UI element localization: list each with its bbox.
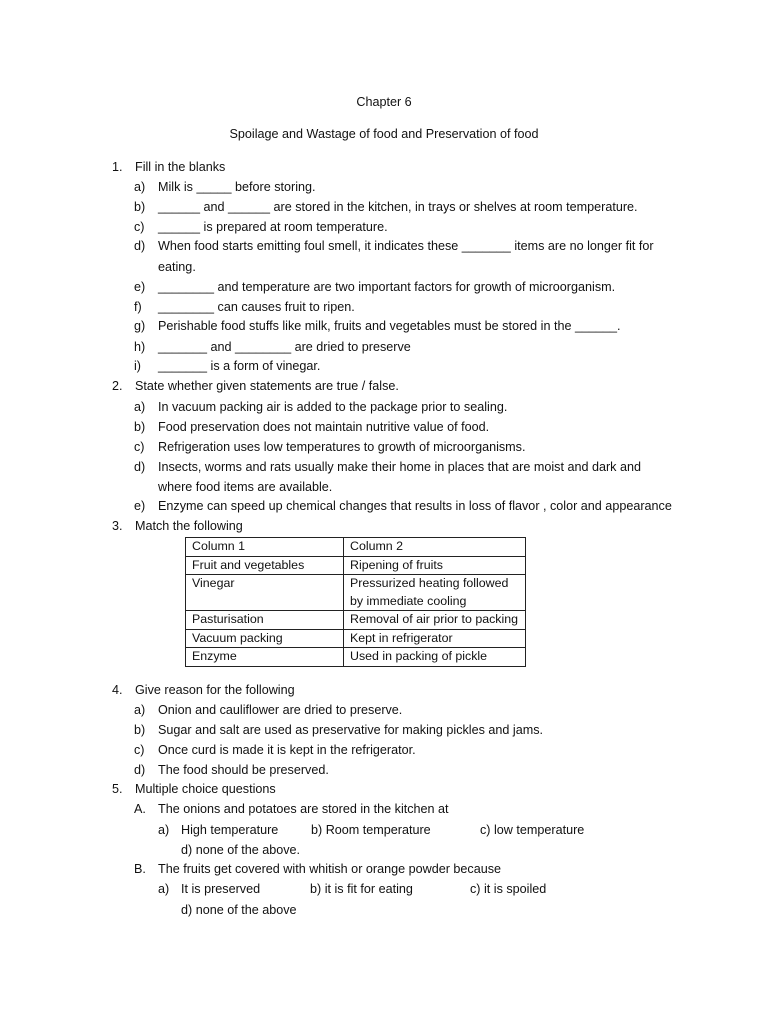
table-cell: Kept in refrigerator xyxy=(344,629,526,648)
option-d: d) none of the above. xyxy=(181,843,301,857)
table-row xyxy=(186,556,526,575)
question-number: 2. xyxy=(112,379,123,393)
table-cell: Pressurized heating followed by immediate cooling xyxy=(344,575,526,611)
option-c: c) low temperature xyxy=(480,823,585,837)
table-row xyxy=(186,538,526,557)
option-a: It is preserved xyxy=(181,882,261,896)
table-cell: Used in packing of pickle xyxy=(344,648,526,667)
option-b: b) Room temperature xyxy=(311,823,431,837)
worksheet-page: Chapter 6 Spoilage and Wastage of food and Preservation of food 1. Fill in the blanks a) Milk is _____ before storing. b) ______ and ______ are stored in the kitchen, in trays or shelves at room temperature. c) ______ is prepared at room temperature. d) When food starts emitting foul smell, it indicates these _______ items are no longer fit for eating. e) ________ and temperature are two important factors for growth of microorganism. f) ________ can causes fruit to ripen. g) Perishable food stuffs like milk, fruits and vegetables must be stored in the ______. h) _______ and ________ are dried to preserve i) _______ is a form of vinegar. 2. State whether given statements are true / false. a) In vacuum packing air is added to the package prior to sealing. b) Food preservation does not maintain nutritive value of food. c) Refrigeration uses low temperatures to growth of microorganisms. d) Insects, worms and rats usually make their home in places that are moist and dark and where food items are available. e) Enzyme can speed up chemical changes that results in loss of flavor , color and appearance 3. Match the following Column 1 Column 2 Fruit and vegetables Ripening of fruits Vinegar Pressurized heating followed by immediate cooling Pasturisation Removal of air prior to packing Vacuum packing Kept in refrigerator Enzyme Used in packing of pickle 4. Give reason for the following a) Onion and cauliflower are dried to preserve. b) Sugar and salt are used as preservative for making pickles and jams. c) Once curd is made it is kept in the refrigerator. d) The food should be preserved. 5. Multiple choice questions A. The onions and potatoes are stored in the kitchen at a) High temperature b) Room temperature c) low temperature d) none of the above. B. The fruits get covered with whitish or orange powder because a) It is preserved b) it is fit for eating c) it is spoiled d) none of the above xyxy=(0,0,768,1024)
option-a: High temperature xyxy=(181,823,279,837)
table-cell: Vinegar xyxy=(186,575,344,611)
table-row xyxy=(186,611,526,630)
question-heading: Fill in the blanks xyxy=(135,160,226,174)
option-b: b) it is fit for eating xyxy=(310,882,413,896)
chapter-heading: Chapter 6 xyxy=(356,95,412,109)
question-number: 4. xyxy=(112,683,123,697)
table-row xyxy=(186,575,526,611)
question-number: 1. xyxy=(112,160,123,174)
table-cell: Column 1 xyxy=(186,538,344,557)
question-heading: Give reason for the following xyxy=(135,683,295,697)
table-row xyxy=(186,629,526,648)
table-cell: Column 2 xyxy=(344,538,526,557)
question-heading: Multiple choice questions xyxy=(135,782,276,796)
table-cell: Fruit and vegetables xyxy=(186,556,344,575)
table-row xyxy=(186,648,526,667)
table-cell: Ripening of fruits xyxy=(344,556,526,575)
table-cell: Removal of air prior to packing xyxy=(344,611,526,630)
question-heading: Match the following xyxy=(135,519,243,533)
table-cell: Enzyme xyxy=(186,648,344,667)
question-number: 5. xyxy=(112,782,123,796)
option-d: d) none of the above xyxy=(181,903,297,917)
table-cell: Pasturisation xyxy=(186,611,344,630)
question-number: 3. xyxy=(112,519,123,533)
question-heading: State whether given statements are true / false. xyxy=(135,379,399,393)
table-cell: Vacuum packing xyxy=(186,629,344,648)
option-c: c) it is spoiled xyxy=(470,882,547,896)
match-table xyxy=(185,537,526,667)
page-title: Spoilage and Wastage of food and Preservation of food xyxy=(229,127,539,141)
